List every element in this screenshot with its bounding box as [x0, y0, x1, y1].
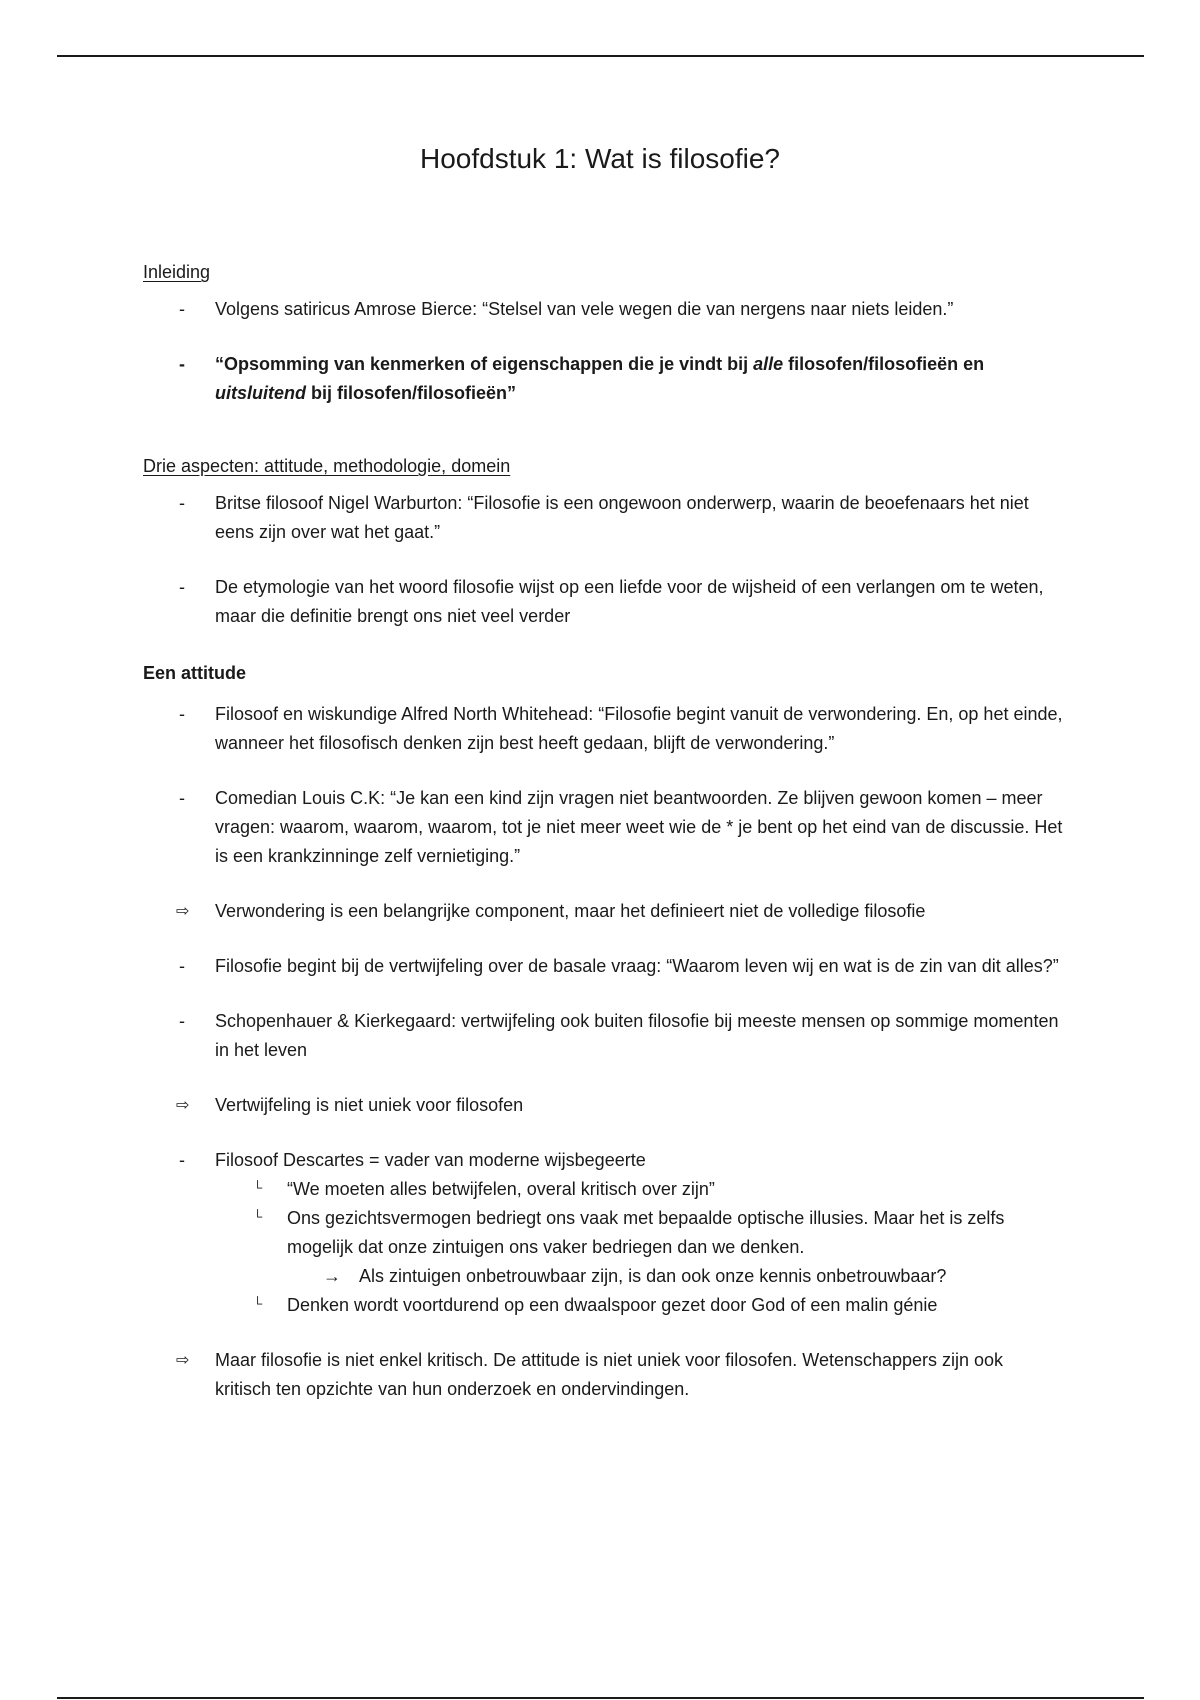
corner-bullet-icon: └: [253, 1180, 263, 1195]
list-item: - De etymologie van het woord filosofie wijst op een liefde voor de wijsheid of een verlangen om te weten, maar die definitie brengt ons niet veel verder: [143, 573, 1063, 631]
arrow-bullet-icon: ⇨: [176, 1097, 190, 1114]
heading-inleiding: Inleiding: [143, 262, 211, 282]
right-arrow-icon: →: [323, 1266, 341, 1286]
list-item: - Comedian Louis C.K: “Je kan een kind zijn vragen niet beantwoorden. Ze blijven gewoon komen – meer vragen: waarom, waarom, waarom, tot je niet meer weet wie de * je bent op het eind van de discussie. Het is een krankzinninge zelf vernietiging.”: [143, 784, 1063, 871]
list-item: - Britse filosoof Nigel Warburton: “Filosofie is een ongewoon onderwerp, waarin de beoefenaars het niet eens zijn over wat het gaat.”: [143, 489, 1063, 547]
dash-bullet: -: [179, 956, 185, 976]
arrow-item: ⇨ Vertwijfeling is niet uniek voor filosofen: [143, 1091, 1063, 1120]
list-item: - Filosoof Descartes = vader van moderne wijsbegeerte: [143, 1146, 1063, 1175]
sub-list-item: └ Ons gezichtsvermogen bedriegt ons vaak met bepaalde optische illusies. Maar het is zelfs mogelijk dat onze zintuigen ons vaker bedriegen dan we denken.: [143, 1204, 1063, 1262]
dash-bullet: -: [179, 1150, 185, 1170]
dash-bullet: -: [179, 577, 185, 597]
arrow-bullet-icon: ⇨: [176, 903, 190, 920]
document-body: [143, 258, 1063, 1404]
corner-bullet-icon: └: [253, 1209, 263, 1224]
list-item: - “Opsomming van kenmerken of eigenschappen die je vindt bij alle filosofen/filosofieën en uitsluitend bij filosofen/filosofieën”: [143, 350, 1063, 408]
dash-bullet: -: [179, 704, 185, 724]
heading-drie-aspecten: Drie aspecten: attitude, methodologie, domein: [143, 456, 511, 476]
heading-een-attitude: Een attitude: [143, 663, 247, 683]
dash-bullet: -: [179, 788, 185, 808]
arrow-item: ⇨ Maar filosofie is niet enkel kritisch. De attitude is niet uniek voor filosofen. Wetenschappers zijn ook kritisch ten opzichte van hun onderzoek en ondervindingen.: [143, 1346, 1063, 1404]
page-title: Hoofdstuk 1: Wat is filosofie?: [419, 143, 780, 174]
dash-bullet: -: [179, 299, 185, 319]
corner-bullet-icon: └: [253, 1296, 263, 1311]
dash-bullet: -: [179, 493, 185, 513]
dash-bullet: -: [179, 354, 185, 374]
list-item: - Filosofie begint bij de vertwijfeling over de basale vraag: “Waarom leven wij en wat is de zin van dit alles?”: [143, 952, 1063, 981]
top-rule: [57, 55, 1144, 57]
list-item: - Schopenhauer & Kierkegaard: vertwijfeling ook buiten filosofie bij meeste mensen op sommige momenten in het leven: [143, 1007, 1063, 1065]
arrow-bullet-icon: ⇨: [176, 1352, 190, 1369]
bottom-rule: [57, 1697, 1144, 1699]
sub-list-item: └ Denken wordt voortdurend op een dwaalspoor gezet door God of een malin génie: [143, 1291, 1063, 1320]
list-item: - Filosoof en wiskundige Alfred North Whitehead: “Filosofie begint vanuit de verwondering. En, op het einde, wanneer het filosofisch denken zijn best heeft gedaan, blijft de verwondering.”: [143, 700, 1063, 758]
dash-bullet: -: [179, 1011, 185, 1031]
arrow-item: ⇨ Verwondering is een belangrijke component, maar het definieert niet de volledige filosofie: [143, 897, 1063, 926]
list-item: - Volgens satiricus Amrose Bierce: “Stelsel van vele wegen die van nergens naar niets leiden.”: [143, 295, 1063, 324]
sub-list-item: └ “We moeten alles betwijfelen, overal kritisch over zijn”: [143, 1175, 1063, 1204]
sub-sub-list-item: → Als zintuigen onbetrouwbaar zijn, is dan ook onze kennis onbetrouwbaar?: [143, 1262, 1063, 1291]
